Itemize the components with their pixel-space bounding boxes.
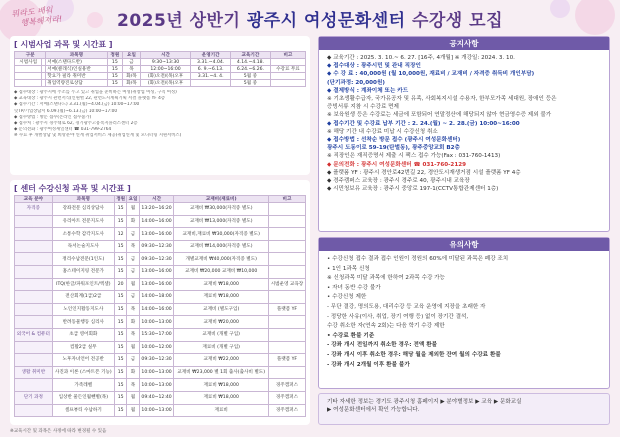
course-cell (15, 354, 53, 367)
course-cell: 교재비 ₩14,000(자격증 별도) (174, 240, 269, 253)
footer-note: ※교육시간 및 과목은 사정에 따라 변경될 수 있음 (10, 429, 107, 434)
caution-item: ※ 신청과목 미달 과목에 한하여 2과목 수강 가능 (327, 275, 445, 282)
notice-item: ◆ 문의전화 : 광주시 여성문화센터 ☎ 031-760-2129 (327, 161, 467, 168)
course-row (15, 391, 306, 404)
course-cell: 교재비 (별도구입) (174, 303, 269, 316)
caution-item: - 무단 결강, 명의도용, 대리수강 등 교육 운영에 지장을 초래한 자 (327, 303, 486, 310)
pilot-program-table (14, 51, 306, 87)
course-cell: 13:00~16:00 (139, 278, 174, 291)
course-schedule-table (14, 195, 306, 417)
course-cell: 목 (127, 328, 139, 341)
pilot-cell (15, 80, 42, 87)
pilot-header-cell: 구분 (15, 52, 46, 59)
pilot-note-line: 핫TP/기업상담서 6.09.(월)~6.13.(금) 10:00~17:00 (14, 108, 118, 114)
course-cell: 개별교재비 ₩40,000(자격증 별도) (174, 253, 269, 266)
course-header-cell: 과목명 (52, 196, 114, 203)
course-cell: 15 (114, 354, 126, 367)
course-cell (268, 240, 305, 253)
course-cell: 월 (127, 391, 139, 404)
caution-item: - 정당한 사유(이사, 취업, 장기 여행 등) 없이 장기간 결석, (327, 313, 469, 320)
course-row (15, 354, 306, 367)
pilot-note-line: ◆ 접수기간 : 서예(스탠다드) 3.31.(월)~4.04.(금) 10:00~17:00 (14, 102, 140, 108)
course-row (15, 328, 306, 341)
course-cell: 10:00~13:00 (139, 366, 174, 379)
course-cell: 경주캠퍼스 (268, 404, 305, 417)
course-cell (15, 228, 53, 241)
notice-item: ◆ 수 강 료 : 40,000원 (월 10,000원, 재료비 / 교재비 / 자격증 취득비 개인부담) (327, 71, 535, 78)
notice-item: (단기과정: 20,000원) (327, 79, 385, 86)
course-cell: 월 (127, 404, 139, 417)
course-cell: 경주캠퍼스 (268, 391, 305, 404)
course-cell: 교재비 ₩22,000 (174, 354, 269, 367)
notice-item: ※ 기초생활수급자, 국가유공자 및 유족, 사회복지시설 수용자, 한부모가족 세대원, 장애인 등은 (327, 96, 557, 103)
course-cell: 월 (127, 341, 139, 354)
pilot-header-cell: 요일 (123, 52, 141, 59)
caution-heading: 유의사항 (319, 238, 609, 251)
pilot-cell: 3.31.~4.04. (191, 59, 231, 66)
pilot-row (15, 66, 306, 73)
pilot-cell: 15 (107, 59, 123, 66)
course-cell (268, 203, 305, 216)
course-cell: 15:30~17:00 (139, 328, 174, 341)
slogan-line-2: 행복해져라! (20, 14, 63, 28)
course-cell (15, 379, 53, 392)
caution-item: • 1인 1과목 신청 (327, 265, 370, 272)
pilot-cell: 서예(클래식)인실용반 (46, 66, 107, 73)
notice-item: ◆ 플랫폼 YF : 광주시 경안로42번길 22, 경안도시재생거점 시설 플랫폼 YF 4층 (327, 169, 521, 176)
notice-item: ◆ 접수대상 : 광주시민 및 관내 직장인 (327, 63, 421, 70)
pilot-cell: 15 (107, 66, 123, 73)
course-cell: 13:20~16:20 (139, 203, 174, 216)
course-row (15, 379, 306, 392)
course-cell: 단기 과정 (15, 391, 53, 404)
pilot-cell (15, 66, 42, 73)
pilot-note-line: ◆ 문의전화 : 광주여성새일센터 ☎ 031-799-2764 (14, 126, 112, 132)
course-cell (268, 266, 305, 279)
pilot-cell: 3.31.~4. 4. (191, 73, 231, 80)
course-cell: 10:00~13:00 (139, 316, 174, 329)
caution-item: - 강좌 개시 2개월 이후 환불 불가 (327, 361, 410, 368)
course-cell: 초급 영어회화 (52, 328, 114, 341)
course-cell: 15 (114, 366, 126, 379)
course-cell: 재료비 ₩18,000 (174, 391, 269, 404)
pilot-cell (15, 73, 42, 80)
pilot-header-cell: 정원 (107, 52, 123, 59)
course-cell (15, 291, 53, 304)
pilot-cell: 금 (123, 59, 141, 66)
course-cell: 금 (127, 354, 139, 367)
caution-item: • 수강신청 접수 결과 접수 인원이 정원의 60%에 미달된 과목은 폐강 조치 (327, 256, 509, 262)
course-cell: 생활 취미반 (15, 366, 53, 379)
course-cell: 14:00~16:00 (139, 215, 174, 228)
course-cell: ITQ(한글/파워포인트/엑셀) (52, 278, 114, 291)
course-cell (15, 341, 53, 354)
course-cell: 10:00~13:00 (139, 404, 174, 417)
course-cell: 금 (127, 253, 139, 266)
notice-list (319, 50, 609, 197)
pilot-cell: (화)오전/(목)오후 (140, 73, 190, 80)
course-cell: 10:00~13:00 (139, 379, 174, 392)
notice-item: ◆ 접수기간 및 수강료 납부 기간 : 2. 24.(월) ~ 2. 28.(금) 10:00~16:00 (327, 120, 520, 127)
course-cell: 15 (114, 240, 126, 253)
pilot-cell: 서예(스탠다드반) (46, 59, 107, 66)
slogan-line-1: 뭐라도 배워 (11, 5, 54, 19)
course-cell: 20 (114, 278, 126, 291)
course-cell: 소통수학 감각지도사 (52, 228, 114, 241)
notice-item: ◆ 결제방식 : 계좌이체 또는 카드 (327, 87, 409, 94)
course-cell (268, 316, 305, 329)
course-cell: 목 (127, 379, 139, 392)
course-cell (268, 341, 305, 354)
pilot-cell: 15 (107, 73, 123, 80)
course-schedule-panel (10, 180, 310, 425)
homepage-info-note (318, 393, 610, 425)
course-row (15, 240, 306, 253)
course-cell: 금 (127, 291, 139, 304)
course-cell: 교재비,재료비 ₩30,000(자격증 별도) (174, 228, 269, 241)
pilot-cell (270, 73, 305, 80)
pilot-cell: 시범사업 (15, 59, 42, 66)
course-cell (268, 366, 305, 379)
course-cell: 외국어 & 컴퓨터 (15, 328, 53, 341)
course-cell: 시범운영 교육장 (268, 278, 305, 291)
course-cell: 09:30~12:30 (139, 354, 174, 367)
pilot-notes (14, 90, 306, 139)
course-row (15, 341, 306, 354)
notice-item: 광주시 도동이로 59-19(탄벌동), 광주중앙교회 B2층 (327, 145, 460, 152)
homepage-info-line-2: ▶ 여성문화센터에서 확인 가능합니다. (327, 407, 420, 413)
course-cell (15, 266, 53, 279)
course-cell (268, 228, 305, 241)
course-cell: 화 (127, 316, 139, 329)
notice-item: 증빙서류 지참 시 수강료 면제 (327, 104, 399, 111)
pilot-cell (270, 80, 305, 87)
title-prefix: 2025년 상반기 (116, 11, 247, 31)
pilot-header-cell: 비고 (270, 52, 305, 59)
course-cell: 목 (127, 303, 139, 316)
pilot-row (15, 80, 306, 87)
course-cell (15, 404, 53, 417)
course-header-cell: 요일 (128, 196, 138, 202)
course-cell: 15 (114, 404, 126, 417)
course-row (15, 215, 306, 228)
course-cell (15, 253, 53, 266)
course-cell: 재료비 ₩18,000 (174, 291, 269, 304)
pilot-program-panel (10, 36, 310, 175)
course-cell: 09:30~12:30 (139, 240, 174, 253)
notice-heading: 공지사항 (319, 37, 609, 50)
course-cell: 15 (114, 341, 126, 354)
notice-item: ※ 보육원생 등은 수강료는 세금에 포함되어 연말정산에 해당되지 않아 현금영수증 제외 불가 (327, 112, 552, 119)
pilot-cell (191, 80, 231, 87)
course-cell: 월 (127, 278, 139, 291)
caution-item: - 강좌 개시 이후 취소한 경우: 해당 월을 제외한 잔여 월의 수강료 환불 (327, 351, 501, 358)
course-cell: 15 (114, 215, 126, 228)
course-cell: 교재비 ₩18,000 (174, 278, 269, 291)
course-row (15, 291, 306, 304)
caution-item: - 강좌 개시 전일까지 취소한 경우: 전액 환불 (327, 342, 438, 349)
title-highlight: 광주시 여성문화센터 (246, 11, 406, 31)
course-cell (268, 328, 305, 341)
course-cell: 재료비 (개별 구입) (174, 341, 269, 354)
course-cell: 정리수납전문(1인도) (52, 253, 114, 266)
notice-item: ◆ 시민청보유 교육장 : 광주시 중앙로 197-1(CCTV통합관제센터 1층) (327, 186, 499, 193)
course-cell: 14:00~18:00 (139, 291, 174, 304)
pilot-cell: 수강료 무료 (270, 66, 305, 73)
caution-item: 수강 취소한 자(연속 2회)는 다음 학기 수강 제한 (327, 323, 445, 330)
course-cell: 10:00~12:00 (139, 341, 174, 354)
course-cell: 전산회계(1급)2급 (52, 291, 114, 304)
course-cell (268, 215, 305, 228)
course-cell: 교재비 ₩30,000(자격증 별도) (174, 203, 269, 216)
course-cell (15, 240, 53, 253)
course-cell: 입상반 물든인월뺀별(목) (52, 391, 114, 404)
course-row (15, 203, 306, 216)
pilot-cell: 화/목 (123, 73, 141, 80)
pilot-cell: 6. 9.~6.13. (191, 66, 231, 73)
pilot-cell: 핫요가 필라 취미반 (46, 73, 107, 80)
course-cell: 경주캠퍼스 (268, 379, 305, 392)
pilot-header-cell: 과목명 (46, 52, 107, 59)
course-cell: 강좌전문 심리상담사 (52, 203, 114, 216)
course-cell: 15 (114, 291, 126, 304)
course-cell: 노후자녀언어 전공반 (52, 354, 114, 367)
pilot-note-line: ◆ 접수대상 : 광주시에 주소를 두고 있고 취업을 준비하는 여성(취창업 여성, 구직 여성) (14, 90, 177, 96)
course-cell: 12 (114, 228, 126, 241)
homepage-info-line-1: 기타 자세한 정보는 경기도 광주시청 홈페이지 ▶ 분야별정보 ▶ 교육 ▶ 문화교실 (327, 399, 522, 405)
course-cell: 15 (114, 203, 126, 216)
course-cell (15, 303, 53, 316)
course-cell: 금 (127, 266, 139, 279)
pilot-cell (270, 59, 305, 66)
course-header-cell: 비고 (268, 196, 305, 203)
course-header-cell: 교육 분야 (15, 196, 53, 203)
course-cell: 교재비 ₩23,000 별 1회 출사(출사비 별도) (174, 366, 269, 379)
course-cell: 15 (114, 328, 126, 341)
pilot-cell: 15 (107, 80, 123, 87)
course-cell: 유리아트 전문지도사 (52, 215, 114, 228)
course-cell: 교재비 ₩20,000 (174, 316, 269, 329)
course-cell (268, 291, 305, 304)
pilot-cell: 5월 중 (231, 73, 271, 80)
course-cell: 15 (114, 266, 126, 279)
pilot-note-line: ◆ 접수처 : 광주시 경주대로 62, 경기광주고용복지플러스센터 2층 (14, 120, 138, 126)
course-cell: 재료비 ₩18,000 (174, 379, 269, 392)
course-cell (15, 215, 53, 228)
course-cell: 홈스테이지링 전문가 (52, 266, 114, 279)
course-cell (268, 253, 305, 266)
course-row (15, 303, 306, 316)
pilot-note-line: ◆ 교육대상 : 광주시 관련서식(인원별 22, 관련도시계획기획 서결 플랫폼 YF 4층 (14, 96, 165, 102)
caution-item: • 수강료 환불 기준 (327, 332, 375, 339)
course-row (15, 228, 306, 241)
pilot-header-cell: 시간 (140, 52, 190, 59)
notice-item: ◆ 교육기간 : 2025. 3. 10.~ 6. 27. [16주, 4개월] ※ 개강일: 2024. 3. 10. (327, 55, 515, 61)
pilot-cell: 5월 중 (231, 80, 271, 87)
course-cell: 13:00~16:00 (139, 266, 174, 279)
pilot-cell: (화)오전/(목)오후 (140, 80, 190, 87)
pilot-cell: 9:30~13:30 (140, 59, 190, 66)
course-cell: 교재비 ₩13,000(자격증 별도) (174, 215, 269, 228)
course-row (15, 316, 306, 329)
course-cell: 교재비 ₩20,000 교재비 ₩10,000 (174, 266, 269, 279)
caution-item: • 자녀 동반 수강 불가 (327, 284, 381, 291)
course-header-cell: 정원 (116, 196, 126, 202)
course-cell: 15 (114, 316, 126, 329)
course-cell: 화 (127, 215, 139, 228)
course-cell: 13:00~16:00 (139, 228, 174, 241)
course-cell: 월 (127, 203, 139, 216)
course-cell: 15 (114, 379, 126, 392)
pilot-section-title: [ 시범사업 과목 및 시간표 ] (14, 40, 113, 49)
pilot-cell: 화/목 (123, 80, 141, 87)
course-cell: 플랫폼 YF (268, 354, 305, 367)
pilot-cell: 취업역량진로상담 (46, 80, 107, 87)
course-section-title: [ 센터 수강신청 과목 및 시간표 ] (14, 184, 131, 193)
notice-item: ※ 해당 기간 내 수강료 미납 시 수강신청 취소 (327, 128, 438, 135)
course-row (15, 253, 306, 266)
caution-box (318, 237, 610, 389)
notice-item: ◆ 경주캠퍼스 교육장 : 광주시 경주로 40, 광주시내 교육장 (327, 178, 470, 185)
course-cell: 금 (127, 228, 139, 241)
pilot-cell: 12:00~16:00 (140, 66, 190, 73)
course-row (15, 266, 306, 279)
pilot-cell: 6.24.~6.26. (231, 66, 271, 73)
caution-list (319, 251, 609, 374)
course-cell: 사진과 이론 (스마트폰 기능) (52, 366, 114, 379)
course-row (15, 366, 306, 379)
course-cell: 09:30~12:30 (139, 253, 174, 266)
title-suffix: 수강생 모집 (405, 11, 503, 31)
course-cell: 15 (114, 253, 126, 266)
notice-box (318, 36, 610, 232)
course-cell: 14:00~16:00 (139, 303, 174, 316)
course-cell: 가족레벨 (52, 379, 114, 392)
course-cell: 09:40~12:40 (139, 391, 174, 404)
course-cell: 15 (114, 391, 126, 404)
course-cell: 독서논술지도사 (52, 240, 114, 253)
course-cell: 셀프뷰티 수납하기 (52, 404, 114, 417)
course-cell: 교재비 (개별 구입) (174, 328, 269, 341)
pilot-row (15, 59, 306, 66)
course-cell: 재료비 (174, 404, 269, 417)
course-cell: 자격증 (15, 203, 53, 216)
course-cell: 반려동물행동 심리사 (52, 316, 114, 329)
course-row (15, 278, 306, 291)
pilot-note-line: ※ 수료 후 개별상담 및 희망분야 연계 취업서비스 제공(취업연계 및 모니터링 지원서비스) (14, 132, 182, 138)
course-cell (15, 278, 53, 291)
pilot-header-cell: 교육기간 (231, 52, 271, 59)
course-cell: 노인인지활동지도사 (52, 303, 114, 316)
notice-item: ※ 직장인은 재직증명서 제출 시 팩스 접수 가능(Fax : 031-760-1413) (327, 153, 501, 160)
course-header-cell: 시간 (139, 196, 174, 203)
pilot-cell: 4.14.~4.18. (231, 59, 271, 66)
page-title (0, 6, 620, 31)
course-cell: 컴활2급 실무 (52, 341, 114, 354)
notice-item: ◆ 접수방법 : 선착순 방문 접수 (광주시 여성문화센터) (327, 137, 461, 144)
pilot-row (15, 73, 306, 80)
course-cell: 목 (127, 240, 139, 253)
caution-item: • 수강신청 제한 (327, 294, 367, 301)
pilot-header-cell: 운영기간 (191, 52, 231, 59)
course-cell (15, 316, 53, 329)
pilot-note-line: ◆ 접수방법 : 방문 접수(온라인 접수불가) (14, 114, 92, 120)
course-header-cell: 교재비(재료비) (174, 196, 269, 203)
course-row (15, 404, 306, 417)
course-cell: 화 (127, 366, 139, 379)
pilot-cell: 목 (123, 66, 141, 73)
course-cell: 15 (114, 303, 126, 316)
course-cell: 플랫폼 YF (268, 303, 305, 316)
